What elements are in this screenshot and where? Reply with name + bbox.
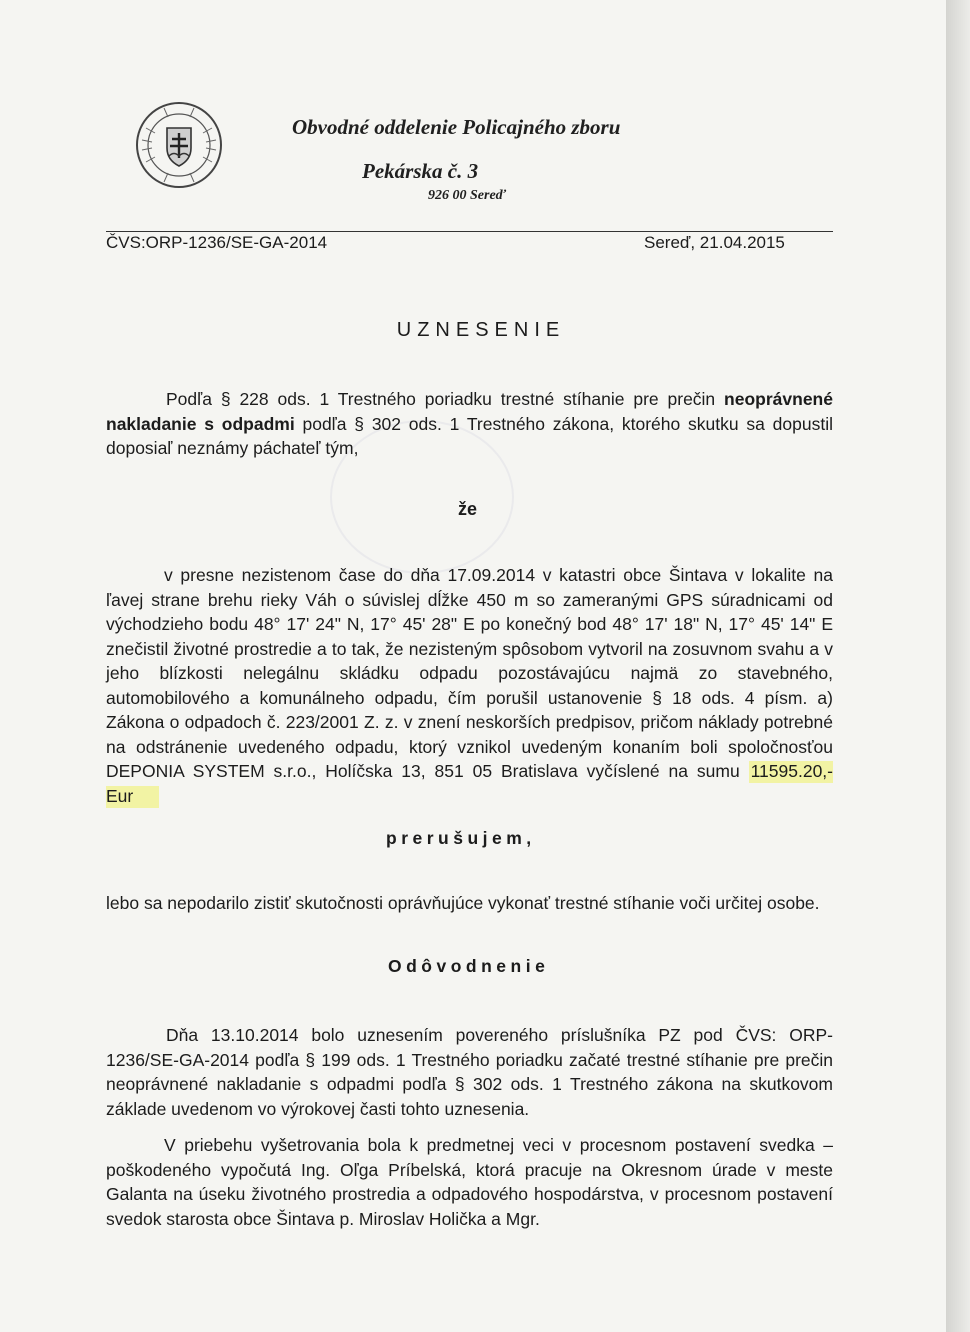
offence-text: v presne nezistenom čase do dňa 17.09.2014 v katastri obce Šintava v lokalite na ľavej strane brehu rieky Váh o súvislej dĺžke 450 m so zameranými GPS súradnicami od východzieho bodu 48° 17' 24" N, 17° 45' 28" E po konečný bod 48° 17' 18" N, 17° 45' 14" E znečistil životné prostredie a to tak, že nezisteným spôsobom vytvoril na zosuvnom svahu a v jeho blízkosti nelegálnu skládku odpadu pozostávajúcu najmä zo stavebného, automobilového a komunálneho odpadu, čím porušil ustanovenie § 18 ods. 4 písm. a) Zákona o odpadoch č. 223/2001 Z. z. v znení neskorších predpisov, pričom náklady potrebné na odstránenie uvedeného odpadu, ktorý vznikol uvedeným konaním boli spoločnosťou DEPONIA SYSTEM s.r.o., Holíčska 13, 851 05 Bratislava vyčíslené na sumu <box>106 565 833 781</box>
intro-pre: Podľa § 228 ods. 1 Trestného poriadku trestné stíhanie pre prečin <box>166 389 716 409</box>
document-title-text: UZNESENIE <box>396 319 566 341</box>
scan-page-edge <box>946 0 970 1332</box>
office-city: 926 00 Sereď <box>428 188 507 203</box>
intro-post: podľa § 302 ods. 1 Trestného zákona, ktorého skutku sa dopustil doposiaľ neznámy páchateľ tým, <box>106 413 834 458</box>
paragraph-offence-description <box>106 563 833 808</box>
paragraph-reason: lebo sa nepodarilo zistiť skutočnosti oprávňujúce vykonať trestné stíhanie voči určitej osobe. <box>106 893 820 913</box>
document-date: Sereď, 21.04.2015 <box>644 233 785 252</box>
case-number: ČVS:ORP-1236/SE-GA-2014 <box>106 233 328 252</box>
highlighted-amount: 11595.20,- Eur <box>106 761 833 806</box>
paragraph-justification-1: Dňa 13.10.2014 bolo uznesením povereného príslušníka PZ pod ČVS: ORP-1236/SE-GA-2014 podľa § 199 ods. 1 Trestného poriadku začaté trestné stíhanie pre prečin neoprávnené nakladanie s odpadmi podľa § 302 ods. 1 Trestného zákona na skutkovom základe uvedenom vo výrokovej časti tohto uznesenia. <box>106 1025 833 1119</box>
offence-name: neoprávnené nakladanie s odpadmi <box>106 389 833 434</box>
office-street: Pekárska č. 3 <box>362 159 479 183</box>
decision-verb: prerušujem, <box>386 828 536 848</box>
header-rule <box>106 231 833 232</box>
document-title <box>0 319 946 342</box>
justification-heading: Odôvodnenie <box>388 956 550 976</box>
ze-heading: že <box>458 499 478 519</box>
paragraph-intro <box>106 387 833 461</box>
paragraph-justification-2: V priebehu vyšetrovania bola k predmetnej veci v procesnom postavení svedka – poškodeného vypočutá Ing. Oľga Príbelská, ktorá pracuje na Okresnom úrade v meste Galanta na úseku životného prostredia a odpadového hospodárstva, v procesnom postavení svedok starosta obce Šintava p. Miroslav Holička a Mgr. <box>106 1135 833 1229</box>
police-crest-seal <box>134 100 224 190</box>
office-name: Obvodné oddelenie Policajného zboru <box>292 115 621 139</box>
